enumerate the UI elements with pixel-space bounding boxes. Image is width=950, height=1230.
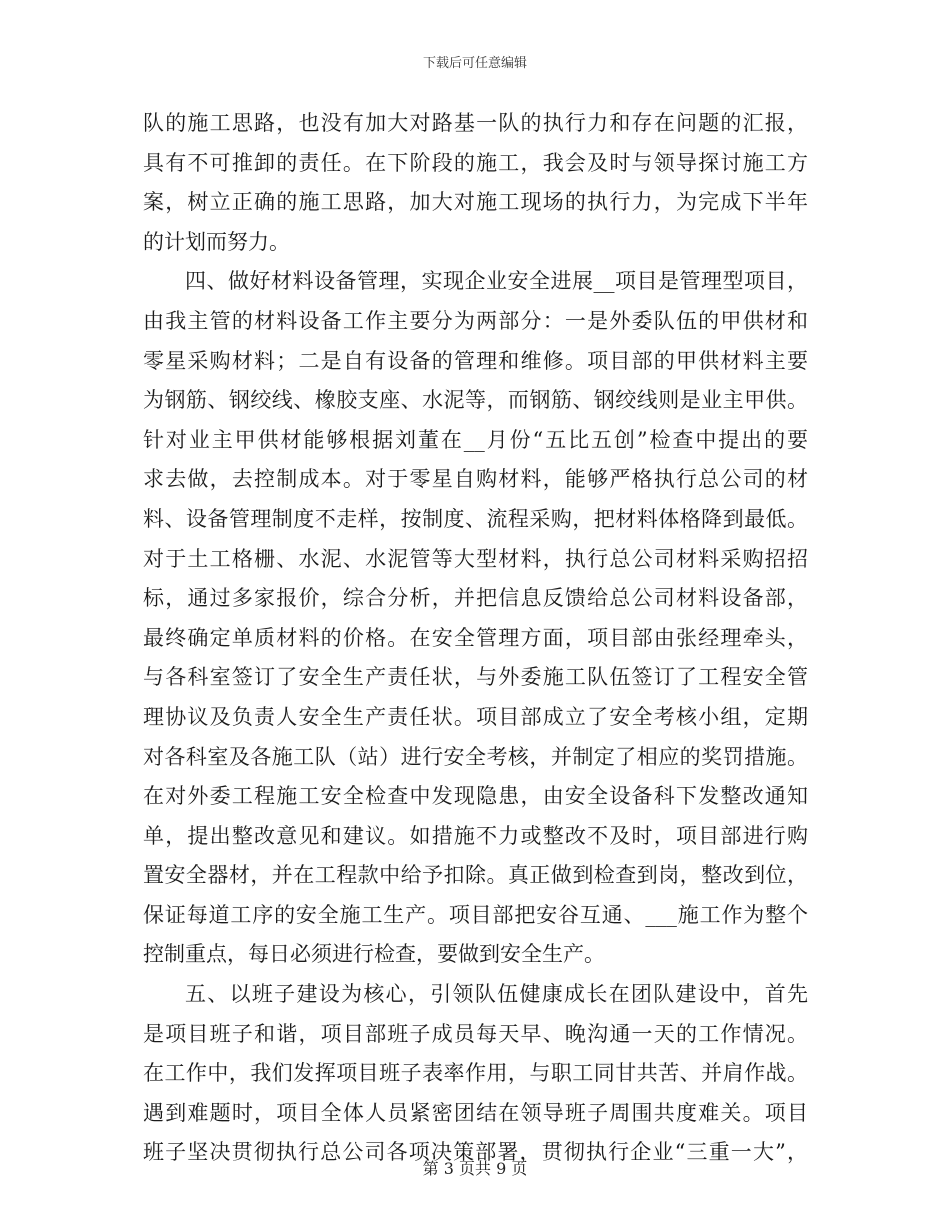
text-line: 队的施工思路，也没有加大对路基一队的执行力和存在问题的汇报， (143, 111, 808, 135)
text-line: 对于土工格栅、水泥、水泥管等大型材料，执行总公司材料采购招招 (143, 546, 808, 571)
text-line: 由我主管的材料设备工作主要分为两部分：一是外委队伍的甲供材和 (143, 308, 808, 333)
text-line: 是项目班子和谐，项目部班子成员每天早、晚沟通一天的工作情况。 (143, 1021, 808, 1046)
text-line-section-five: 五、以班子建设为核心，引领队伍健康成长在团队建设中，首先 (185, 982, 808, 1007)
text-line: 在工作中，我们发挥项目班子表率作用，与职工同甘共苦、并肩作战。 (143, 1061, 808, 1086)
text-line: 遇到难题时，项目全体人员紧密团结在领导班子周围共度难关。项目 (143, 1100, 808, 1125)
text-line: 理协议及负责人安全生产责任状。项目部成立了安全考核小组，定期 (143, 704, 808, 729)
text-line: 料、设备管理制度不走样，按制度、流程采购，把材料体格降到最低。 (143, 506, 808, 531)
text-line: 控制重点，每日必须进行检查，要做到安全生产。 (143, 942, 605, 967)
text-line: 为钢筋、钢绞线、橡胶支座、水泥等，而钢筋、钢绞线则是业主甲供。 (143, 388, 808, 413)
text-line: 对各科室及各施工队（站）进行安全考核，并制定了相应的奖罚措施。 (143, 744, 808, 769)
text-line: 最终确定单质材料的价格。在安全管理方面，项目部由张经理牵头， (143, 625, 808, 650)
text-line: 求去做，去控制成本。对于零星自购材料，能够严格执行总公司的材 (143, 467, 808, 492)
text-line: 单，提出整改意见和建议。如措施不力或整改不及时，项目部进行购 (143, 823, 808, 848)
text-line: 与各科室签订了安全生产责任状，与外委施工队伍签订了工程安全管 (143, 665, 808, 690)
text-line: 具有不可推卸的责任。在下阶段的施工，我会及时与领导探讨施工方 (143, 150, 808, 175)
page-header: 下载后可任意编辑 (422, 56, 527, 71)
text-line-section-four: 四、做好材料设备管理，实现企业安全进展__项目是管理型项目， (185, 269, 808, 294)
text-line: 针对业主甲供材能够根据刘董在__月份“五比五创”检查中提出的要 (143, 427, 808, 452)
text-line: 标，通过多家报价，综合分析，并把信息反馈给总公司材料设备部， (143, 586, 808, 611)
page-number: 第 3 页共 9 页 (422, 1159, 528, 1178)
text-line: 置安全器材，并在工程款中给予扣除。真正做到检查到岗，整改到位， (143, 863, 808, 888)
text-line: 案，树立正确的施工思路，加大对施工现场的执行力，为完成下半年 (143, 190, 808, 215)
text-line: 在对外委工程施工安全检查中发现隐患，由安全设备科下发整改通知 (143, 784, 808, 809)
text-line: 班子坚决贯彻执行总公司各项决策部署，贯彻执行企业“三重一大”， (143, 1140, 808, 1165)
text-line: 零星采购材料；二是自有设备的管理和维修。项目部的甲供材料主要 (143, 348, 808, 373)
document-body (143, 104, 808, 1173)
text-line: 保证每道工序的安全施工生产。项目部把安谷互通、___施工作为整个 (143, 902, 808, 927)
text-line: 的计划而努力。 (143, 229, 290, 254)
